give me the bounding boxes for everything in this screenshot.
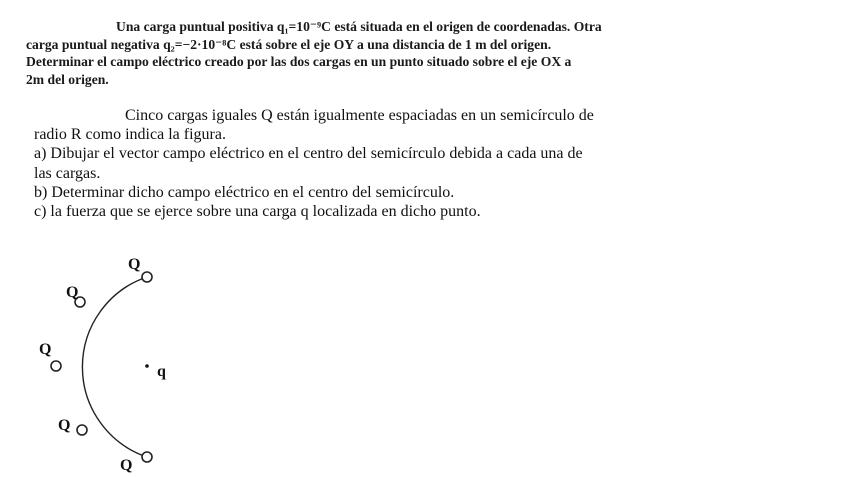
center-charge-label: q: [157, 363, 166, 380]
problem-1: [26, 18, 658, 88]
problem-1-line-4: 2m del origen.: [26, 71, 109, 87]
problem-2-line-2: radio R como indica la figura.: [34, 126, 226, 144]
problem-2-line-1: Cinco cargas iguales Q están igualmente espaciadas en un semicírculo de: [125, 107, 594, 124]
problem-2-line-5: b) Determinar dicho campo eléctrico en el centro del semicírculo.: [34, 183, 455, 201]
charge-label-bottom: Q: [120, 457, 133, 474]
charge-circle-lower: [77, 425, 87, 435]
center-point: [145, 364, 149, 368]
problem-2-line-3: a) Dibujar el vector campo eléctrico en el centro del semicírculo debida a cada una de: [34, 145, 583, 163]
problem-1-line-3: Determinar el campo eléctrico creado por las dos cargas en un punto situado sobre el eje OX a: [26, 54, 572, 69]
semicircle-figure: [0, 240, 300, 477]
problem-1-line-2: carga puntual negativa q₂=−2·10⁻⁸C está sobre el eje OY a una distancia de 1 m del origen.: [26, 36, 552, 52]
problem-2-line-4: las cargas.: [34, 164, 101, 182]
problem-2-line-6: c) la fuerza que se ejerce sobre una carga q localizada en dicho punto.: [34, 203, 481, 221]
charge-label-middle: Q: [39, 341, 52, 358]
charge-circle-bottom: [142, 452, 152, 462]
charge-label-top: Q: [128, 256, 141, 273]
charge-label-upper: Q: [66, 284, 79, 301]
semicircle-arc: [82, 277, 147, 457]
problem-1-line-1: Una carga puntual positiva q₁=10⁻⁹C está situada en el origen de coordenadas. Otra: [116, 19, 602, 34]
charge-circle-middle: [51, 361, 61, 371]
charge-label-lower: Q: [58, 417, 71, 434]
problem-2: [34, 106, 676, 221]
charge-circle-top: [142, 272, 152, 282]
